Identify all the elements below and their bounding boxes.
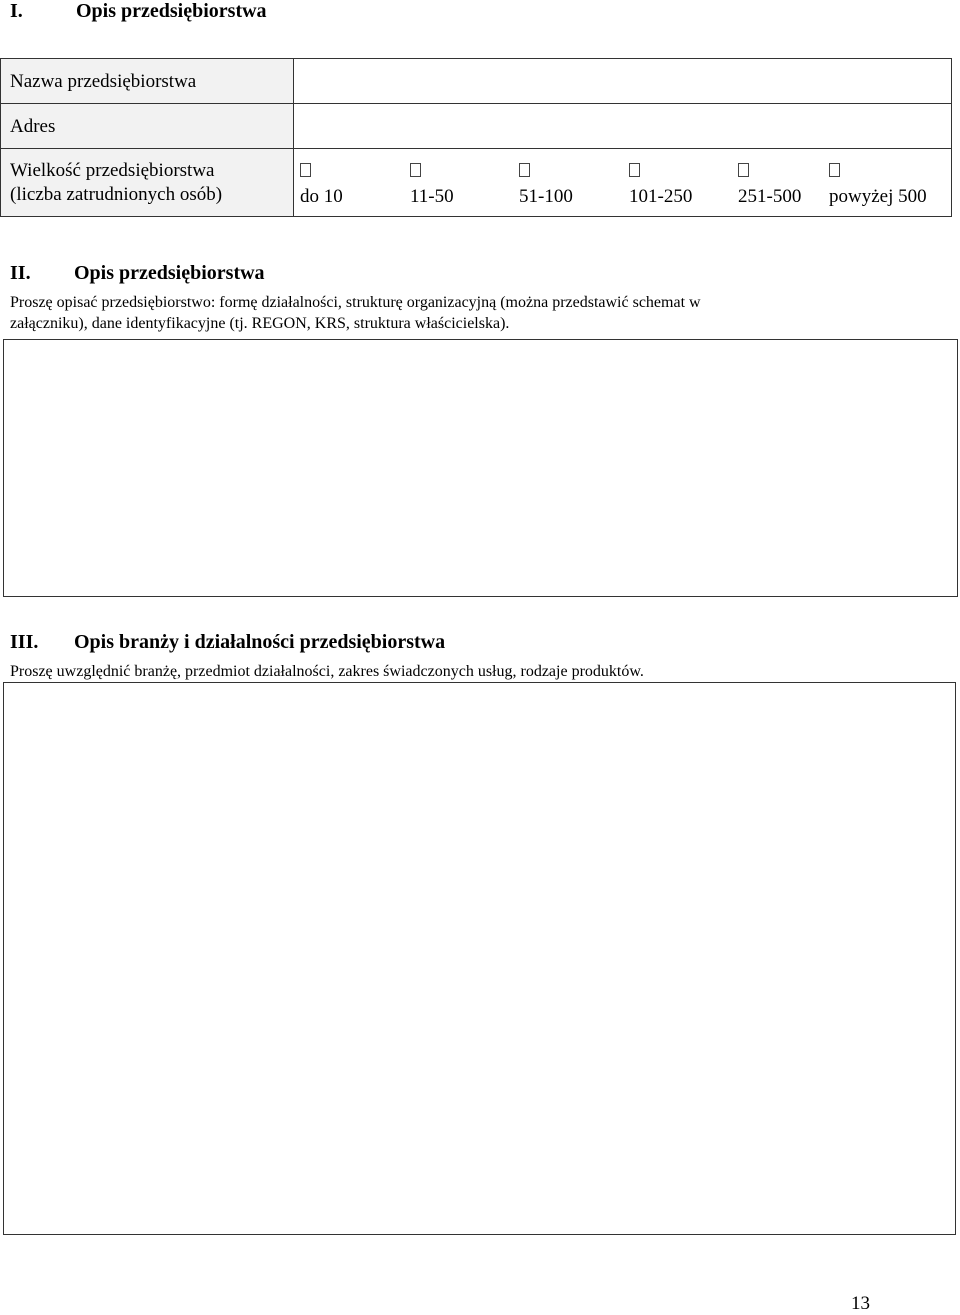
company-size-options bbox=[294, 149, 951, 216]
industry-description-field[interactable] bbox=[3, 682, 956, 1235]
company-size-label-cell bbox=[1, 149, 294, 216]
section-3-description: Proszę uwzględnić branżę, przedmiot działalności, zakres świadczonych usług, rodzaje produktów. bbox=[10, 663, 644, 680]
section-3-title: Opis branży i działalności przedsiębiorstwa bbox=[74, 631, 446, 653]
company-description-field[interactable] bbox=[3, 339, 958, 597]
size-option-label: 11-50 bbox=[410, 186, 454, 207]
company-size-row bbox=[1, 149, 951, 216]
checkbox[interactable] bbox=[629, 163, 640, 177]
section-2-title: Opis przedsiębiorstwa bbox=[74, 262, 265, 284]
company-name-label: Nazwa przedsiębiorstwa bbox=[10, 71, 197, 92]
section-2-description-line-2: załączniku), dane identyfikacyjne (tj. REGON, KRS, struktura właścicielska). bbox=[10, 315, 510, 332]
section-2-heading bbox=[10, 262, 265, 285]
size-option-label: powyżej 500 bbox=[829, 186, 927, 207]
size-option-label: 251-500 bbox=[738, 186, 802, 207]
size-option-label: 101-250 bbox=[629, 186, 693, 207]
company-size-label-line2: (liczba zatrudnionych osób) bbox=[10, 184, 223, 205]
checkbox[interactable] bbox=[829, 163, 840, 177]
address-label: Adres bbox=[10, 116, 56, 137]
company-size-label-line1: Wielkość przedsiębiorstwa bbox=[10, 160, 215, 181]
address-row bbox=[1, 104, 951, 148]
checkbox[interactable] bbox=[300, 163, 311, 177]
section-3-heading bbox=[10, 631, 446, 654]
checkbox[interactable] bbox=[410, 163, 421, 177]
company-name-field[interactable] bbox=[294, 59, 951, 103]
page-number: 13 bbox=[851, 1293, 870, 1314]
size-option-label: 51-100 bbox=[519, 186, 573, 207]
company-name-label-cell bbox=[1, 59, 294, 103]
section-2-number: II. bbox=[10, 262, 31, 284]
checkbox[interactable] bbox=[519, 163, 530, 177]
section-2-description-line-1: Proszę opisać przedsiębiorstwo: formę działalności, strukturę organizacyjną (można przedstawić schemat w bbox=[10, 294, 701, 311]
company-name-row bbox=[1, 59, 951, 103]
section-1-title: Opis przedsiębiorstwa bbox=[76, 0, 267, 22]
checkbox[interactable] bbox=[738, 163, 749, 177]
section-1-heading bbox=[10, 0, 267, 23]
size-option-label: do 10 bbox=[300, 186, 343, 207]
company-info-table bbox=[0, 58, 952, 217]
address-label-cell bbox=[1, 104, 294, 148]
section-3-number: III. bbox=[10, 631, 39, 653]
address-field[interactable] bbox=[294, 104, 951, 148]
section-1-number: I. bbox=[10, 0, 23, 22]
